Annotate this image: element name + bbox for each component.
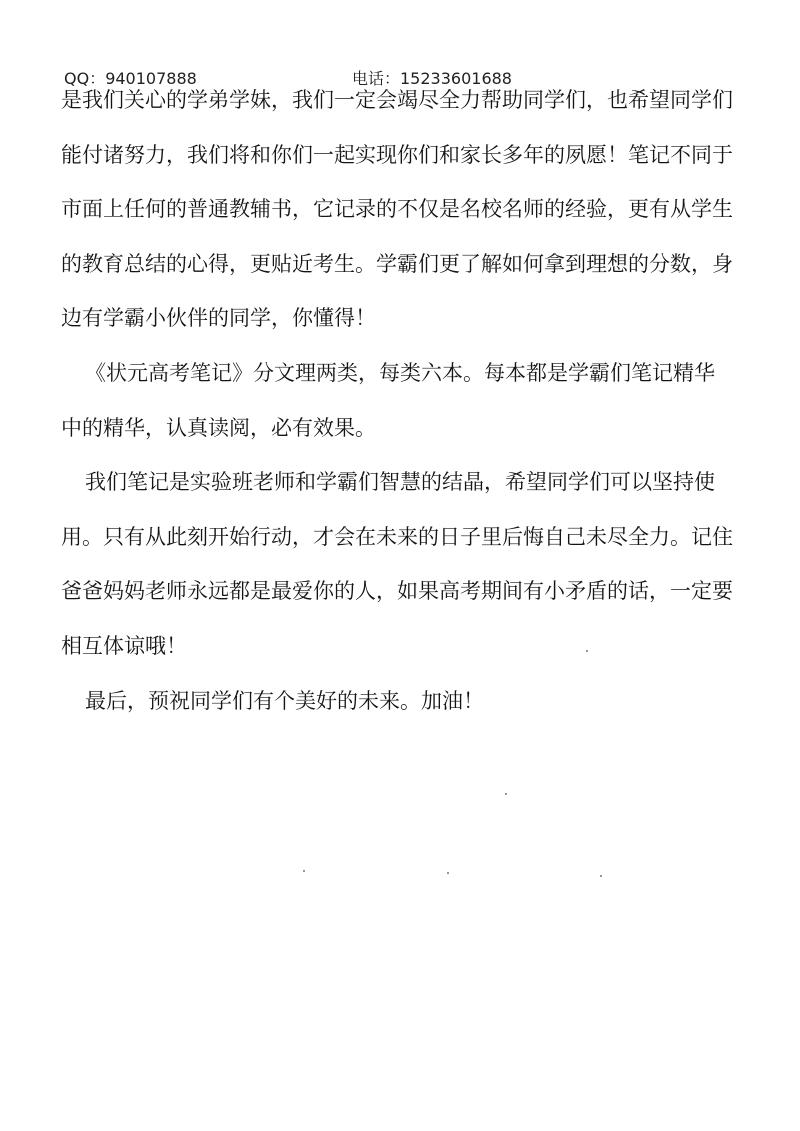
text-line: 市面上任何的普通教辅书，它记录的不仅是名校名师的经验，更有从学生 <box>61 197 733 222</box>
text-line: 《状元高考笔记》分文理两类，每类六本。每本都是学霸们笔记精华 <box>85 360 715 385</box>
scan-speck <box>303 870 305 872</box>
scan-speck <box>447 872 449 874</box>
header-qq: QQ：940107888 <box>64 69 197 88</box>
text-line: 是我们关心的学弟学妹，我们一定会竭尽全力帮助同学们，也希望同学们 <box>61 88 733 112</box>
text-line: 最后，预祝同学们有个美好的未来。加油！ <box>85 688 484 713</box>
document-body <box>61 80 733 735</box>
text-line: 边有学霸小伙伴的同学，你懂得！ <box>61 306 376 331</box>
text-line: 的教育总结的心得，更贴近考生。学霸们更了解如何拿到理想的分数，身 <box>61 251 733 276</box>
text-line: 我们笔记是实验班老师和学霸们智慧的结晶，希望同学们可以坚持使 <box>85 470 715 495</box>
scan-speck <box>586 650 588 652</box>
text-line: 用。只有从此刻开始行动，才会在未来的日子里后悔自己未尽全力。记住 <box>61 524 733 549</box>
scan-speck <box>505 793 507 795</box>
scan-speck <box>600 875 602 877</box>
header-phone: 电话：15233601688 <box>352 69 512 88</box>
text-line: 爸爸妈妈老师永远都是最爱你的人，如果高考期间有小矛盾的话，一定要 <box>61 579 733 604</box>
text-line: 能付诸努力，我们将和你们一起实现你们和家长多年的夙愿！笔记不同于 <box>61 142 733 167</box>
text-line: 相互体谅哦！ <box>61 633 187 658</box>
text-line: 中的精华，认真读阅，必有效果。 <box>61 415 376 440</box>
